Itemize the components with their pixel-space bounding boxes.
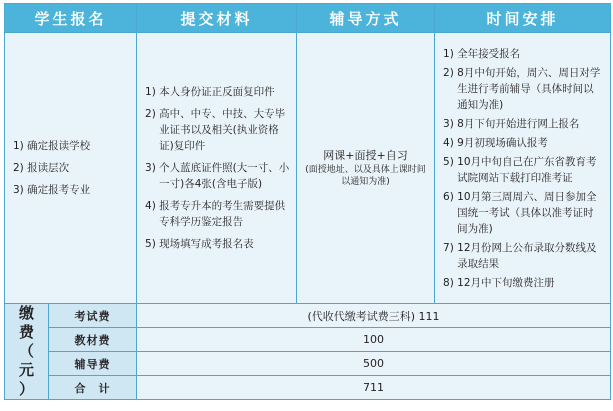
list-item: 3) 确定报考专业: [13, 184, 91, 196]
fee-name-total: 合 计: [49, 376, 137, 400]
fee-name-tutoring: 辅导费: [49, 352, 137, 376]
fee-value-total: 711: [137, 376, 611, 400]
list-item: 2) 高中、中专、中技、大专毕业证书以及相关(执业资格证)复印件: [145, 108, 286, 152]
list-item: 8) 12月中下旬缴费注册: [443, 276, 555, 289]
fee-value-exam: (代收代缴考试费三科) 111: [137, 304, 611, 328]
header-row: [5, 4, 611, 33]
fee-value-textbook: 100: [137, 328, 611, 352]
list-item: 2) 8月中旬开始，周六、周日对学生进行考前辅导（具体时间以通知为准): [443, 66, 601, 111]
list-item: 3) 8月下旬开始进行网上报名: [443, 117, 580, 130]
fee-row-tutoring: [5, 352, 611, 376]
registration-list: [13, 138, 130, 198]
schedule-cell: [435, 33, 611, 304]
list-item: 1) 确定报读学校: [13, 140, 91, 152]
header-registration: 学生报名: [5, 4, 137, 33]
admission-info-table: [4, 3, 611, 400]
fee-row-textbook: [5, 328, 611, 352]
header-materials: 提交材料: [137, 4, 297, 33]
method-cell: [297, 33, 435, 304]
list-item: 5) 现场填写成考报名表: [145, 238, 254, 250]
method-main-text: 网课+面授+自习: [323, 149, 408, 162]
list-item: 5) 10月中旬自己在广东省教育考试院网站下载打印准考证: [443, 155, 597, 184]
list-item: 3) 个人蓝底证件照(大一寸、小一寸)各4张(含电子版): [145, 162, 290, 190]
fee-section-label: 缴 费 （ 元 ）: [5, 304, 49, 400]
list-item: 2) 报读层次: [13, 162, 70, 174]
header-schedule: 时间安排: [435, 4, 611, 33]
materials-cell: [137, 33, 297, 304]
schedule-list: [443, 46, 604, 291]
fee-row-total: [5, 376, 611, 400]
header-method: 辅导方式: [297, 4, 435, 33]
list-item: 4) 报考专升本的考生需要提供专科学历鉴定报告: [145, 200, 286, 228]
registration-cell: [5, 33, 137, 304]
fee-row-exam: [5, 304, 611, 328]
list-item: 7) 12月份网上公布录取分数线及录取结果: [443, 241, 597, 270]
list-item: 1) 全年接受报名: [443, 47, 521, 60]
fee-name-textbook: 教材费: [49, 328, 137, 352]
materials-list: [145, 84, 290, 252]
list-item: 6) 10月第三周周六、周日参加全国统一考试（具体以准考证时间为准): [443, 190, 597, 235]
content-row: [5, 33, 611, 304]
list-item: 4) 9月初现场确认报考: [443, 136, 548, 149]
fee-value-tutoring: 500: [137, 352, 611, 376]
list-item: 1) 本人身份证正反面复印件: [145, 86, 275, 98]
admission-info-table-wrapper: [4, 3, 610, 408]
fee-name-exam: 考试费: [49, 304, 137, 328]
method-note-text: (面授地址、以及具体上课时间以通知为准): [305, 165, 426, 187]
